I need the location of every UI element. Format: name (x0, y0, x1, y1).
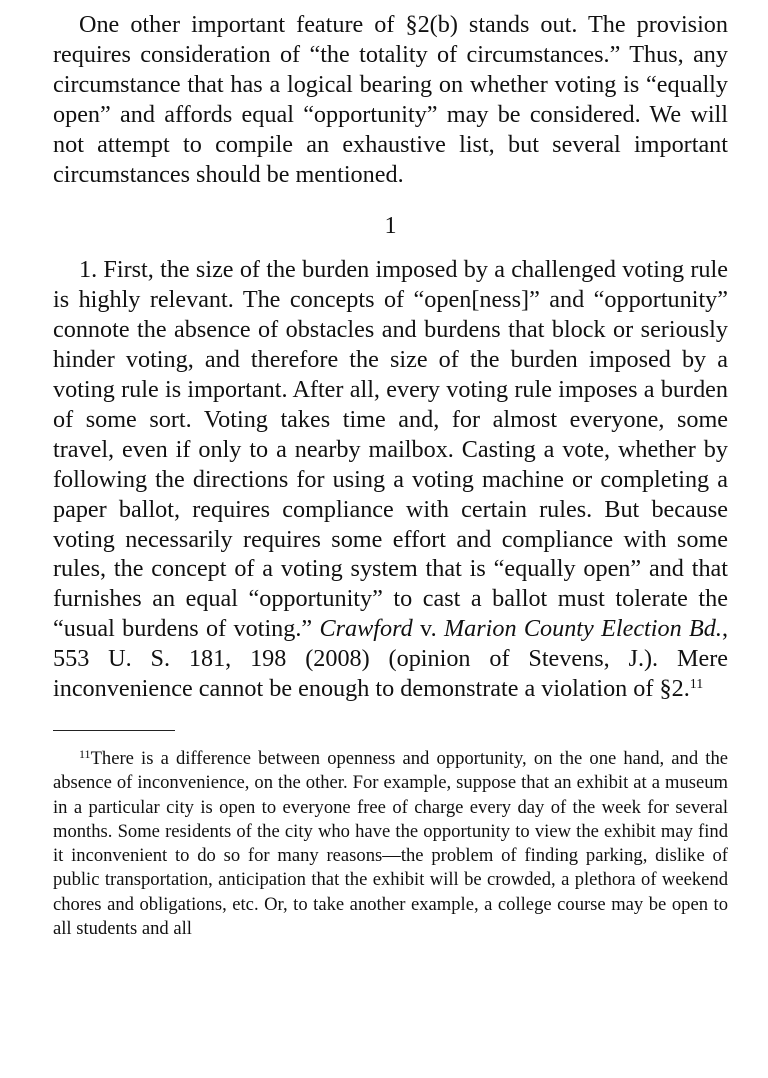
footnote-number: 11 (79, 746, 91, 761)
case-versus: v. (412, 615, 444, 643)
footnote-text: There is a difference between openness and opportunity, on the one hand, and the absence of inconvenience, on the other. For example, suppose that an exhibit at a museum in a particular city is open to everyone free of charge every day of the week for several months. Some residents of the city who have the opportunity to view the exhibit may find it inconvenient to do so for many reasons—the problem of finding parking, dislike of public transportation, anticipation that the exhibit will be crowded, a plethora of weekend chores and obligations, etc. Or, to take another example, a college course may be open to all students and all (53, 747, 728, 940)
section-number: 1 (384, 212, 397, 240)
footnote-divider (53, 730, 175, 731)
opinion-page (53, 10, 728, 941)
intro-paragraph: One other important feature of §2(b) stands out. The provision requires consideration of “the totality of circumstances.” Thus, any circumstance that has a logical bearing on whether voting is “equally open” and affords equal “opportunity” may be considered. We will not attempt to compile an exhaustive list, but several important circumstances should be mentioned. (53, 11, 728, 188)
case-name-crawford: Crawford (319, 615, 413, 643)
burden-paragraph (53, 255, 728, 704)
burden-paragraph-text: 1. First, the size of the burden imposed by a challenged voting rule is highly relevant. The concepts of “open[ness]” and “opportunity” connote the absence of obstacles and burdens that block or seriously hinder voting, and therefore the size of the burden imposed by a voting rule is important. After all, every voting rule imposes a burden of some sort. Voting takes time and, for almost everyone, some travel, even if only to a nearby mailbox. Casting a vote, whether by following the directions for using a voting machine or completing a paper ballot, requires compliance with certain rules. But because voting necessarily requires some effort and compliance with some rules, the concept of a voting system that is “equally open” and that furnishes an equal “opportunity” to cast a ballot must tolerate the “usual burdens of voting.” (53, 256, 728, 643)
case-name-marion-county: Marion County Election Bd. (443, 615, 722, 643)
footnote-reference[interactable]: 11 (689, 677, 704, 693)
footnote-11 (53, 747, 728, 941)
citation-text: , 553 U. S. 181, 198 (2008) (opinion of Stevens, J.). Mere inconvenience cannot be enough to demonstrate a violation of §2. (53, 615, 728, 703)
